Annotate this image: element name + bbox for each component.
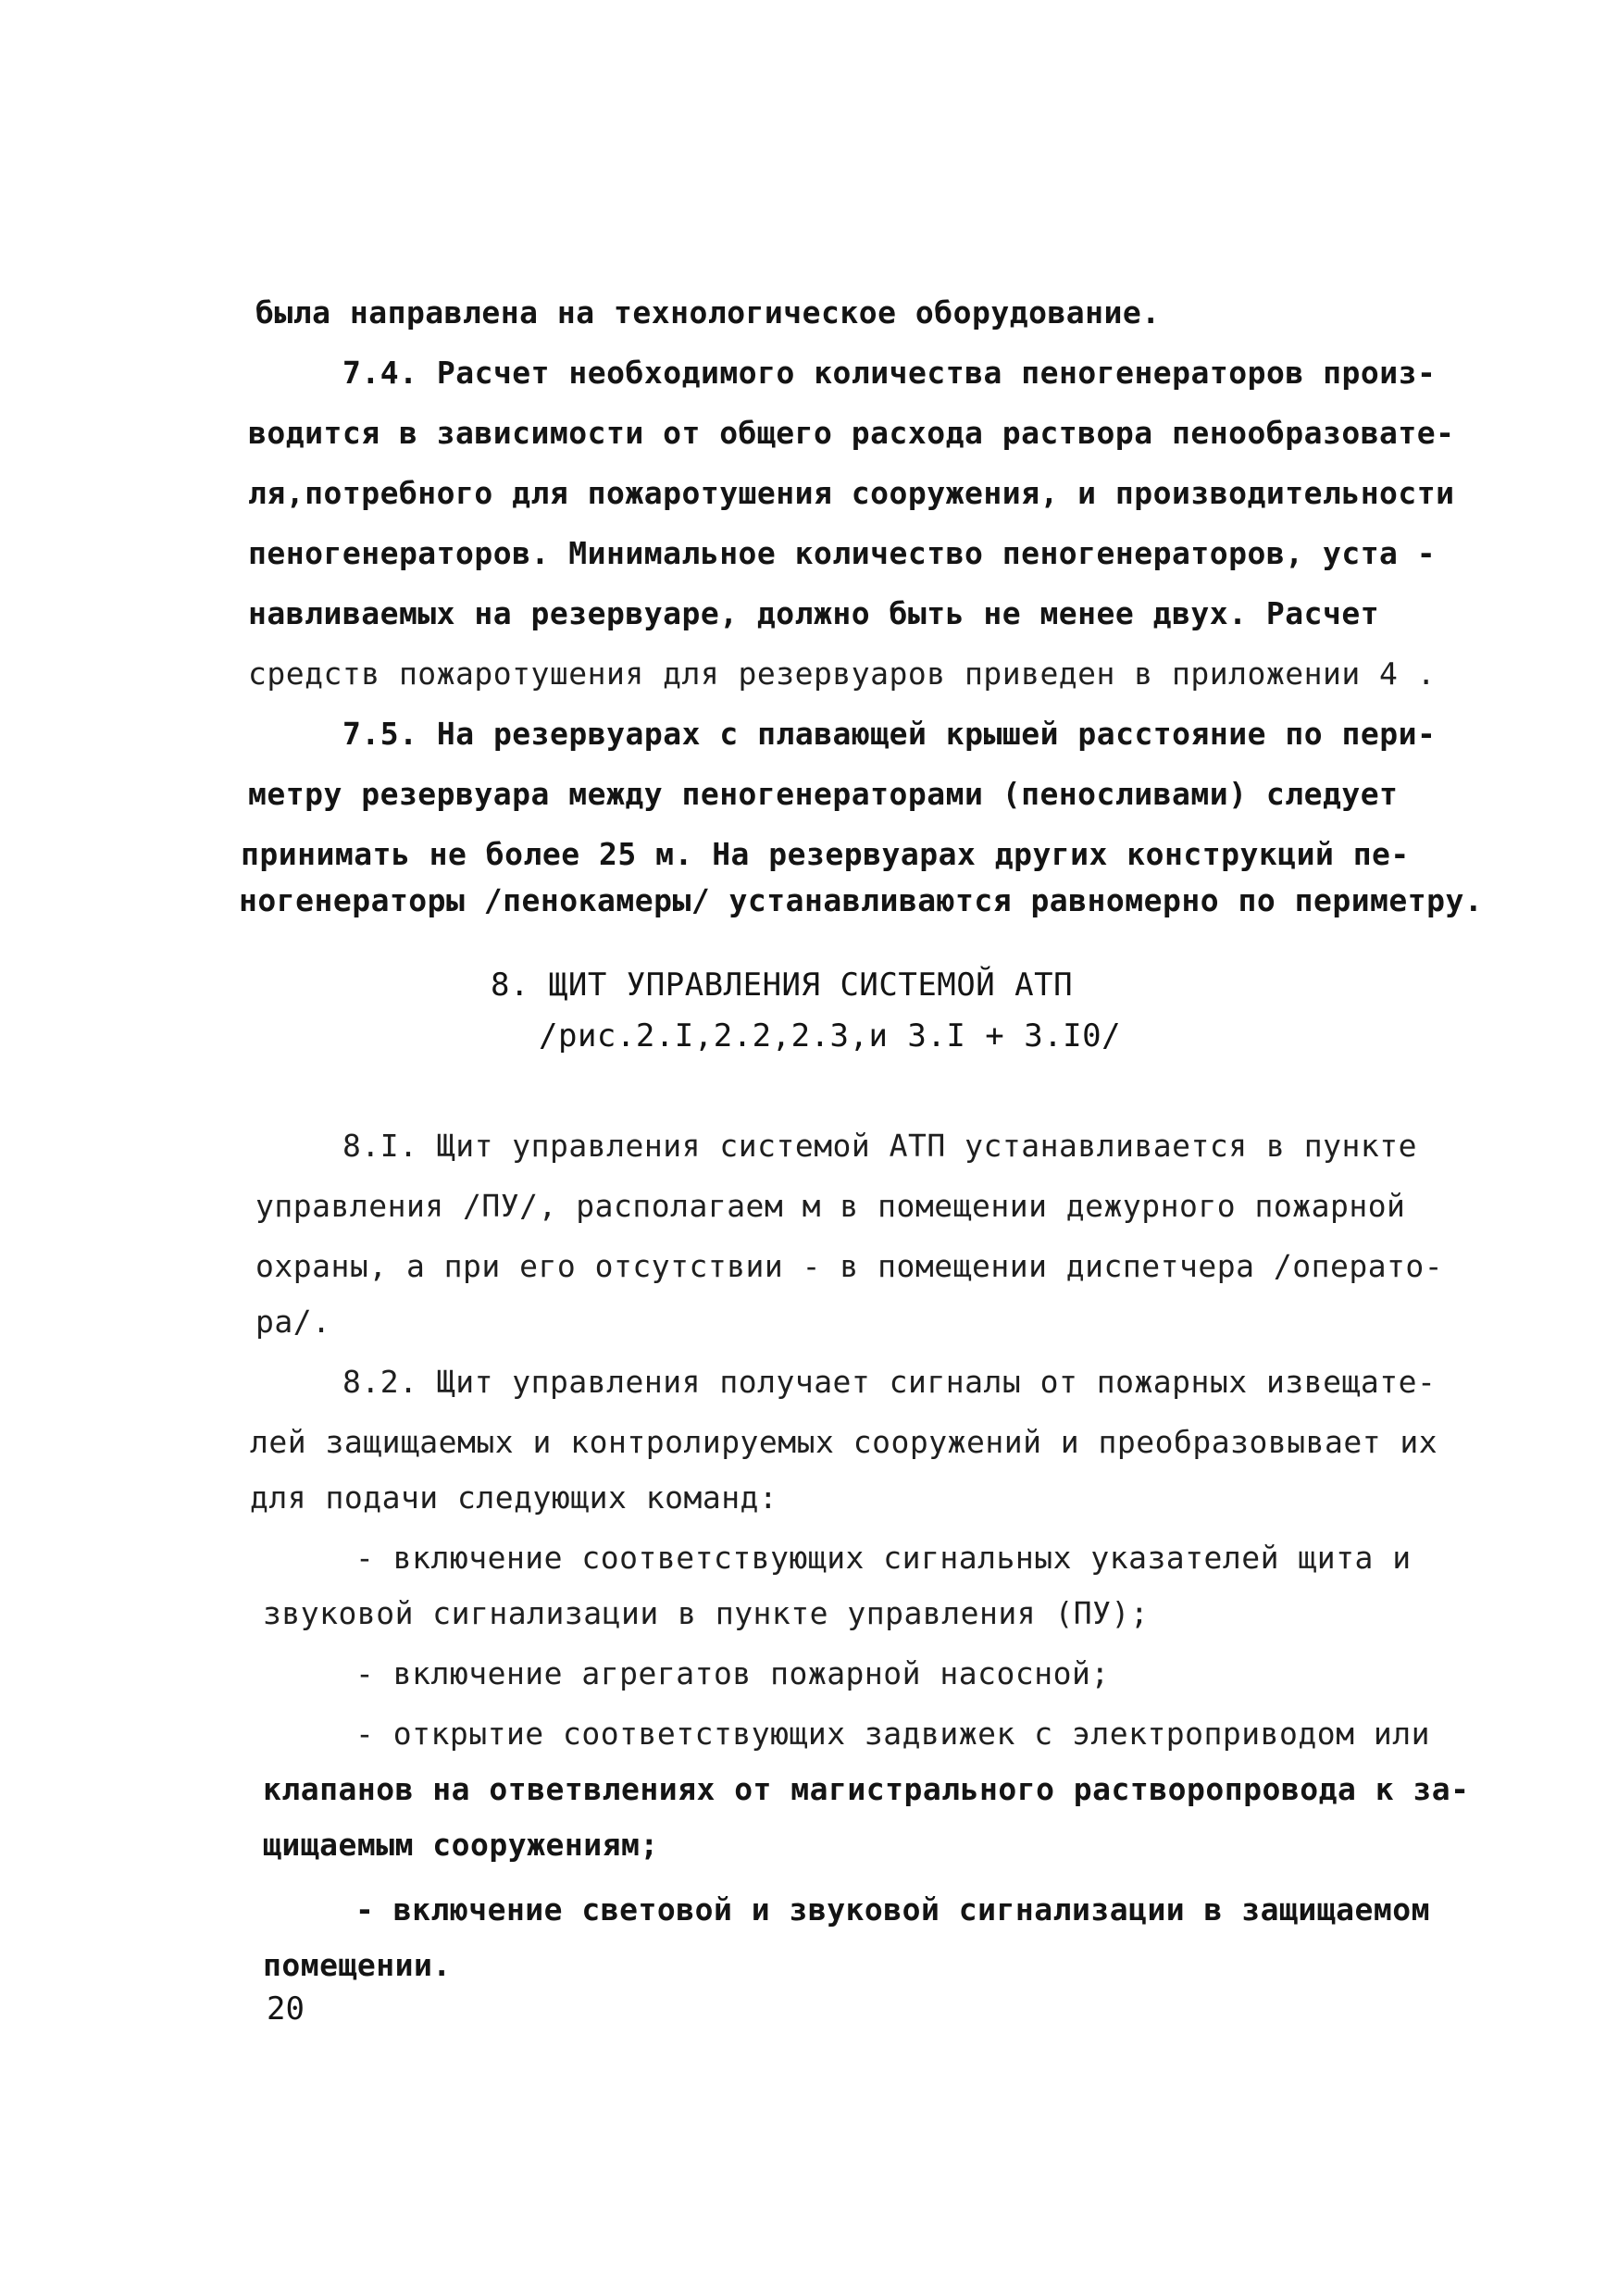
paragraph-8-1-start: 8.I. Щит управления системой АТП устанавливается в пункте [342, 1128, 1417, 1164]
list-item: - включение световой и звуковой сигнализации в защищаемом [355, 1891, 1430, 1928]
text-line: для подачи следующих команд: [250, 1479, 778, 1516]
text-line: охраны, а при его отсутствии - в помещении диспетчера /операто- [255, 1248, 1444, 1284]
text-line: пеногенераторов. Минимальное количество пеногенераторов, уста - [248, 535, 1437, 571]
list-item: - включение агрегатов пожарной насосной; [355, 1655, 1110, 1691]
paragraph-7-5-start: 7.5. На резервуарах с плавающей крышей расстояние по пери- [342, 716, 1437, 752]
list-item: - включение соответствующих сигнальных указателей щита и [355, 1540, 1412, 1576]
text-line: метру резервуара между пеногенераторами (пеносливами) следует [248, 776, 1399, 812]
text-line: средств пожаротушения для резервуаров приведен в приложении 4 . [248, 655, 1437, 692]
text-line: ра/. [255, 1304, 331, 1340]
section-title: 8. ЩИТ УПРАВЛЕНИЯ СИСТЕМОЙ АТП [491, 967, 1074, 1004]
page-number: 20 [267, 1990, 305, 2028]
text-line: принимать не более 25 м. На резервуарах других конструкций пе- [241, 836, 1410, 872]
text-line: клапанов на ответвлениях от магистрального растворопровода к за- [263, 1771, 1470, 1807]
text-line: ля,потребного для пожаротушения сооружения, и производительности [248, 475, 1455, 511]
text-line: навливаемых на резервуаре, должно быть не менее двух. Расчет [248, 595, 1380, 631]
paragraph-8-2-start: 8.2. Щит управления получает сигналы от пожарных извещате- [342, 1364, 1437, 1400]
section-subtitle: /рис.2.I,2.2,2.3,и 3.I + 3.I0/ [539, 1017, 1122, 1054]
text-line: помещении. [263, 1947, 452, 1983]
text-line: была направлена на технологическое оборудование. [255, 294, 1161, 331]
text-line: щищаемым сооружениям; [263, 1827, 659, 1863]
paragraph-7-4-start: 7.4. Расчет необходимого количества пеногенераторов произ- [342, 355, 1437, 391]
text-line: управления /ПУ/, располагаем м в помещении дежурного пожарной [255, 1188, 1406, 1224]
text-line: ногенераторы /пенокамеры/ устанавливаются равномерно по периметру. [239, 882, 1484, 918]
text-line: водится в зависимости от общего расхода раствора пенообразовате- [248, 415, 1455, 451]
text-line: звуковой сигнализации в пункте управления (ПУ); [263, 1595, 1150, 1631]
list-item: - открытие соответствующих задвижек с электроприводом или [355, 1716, 1430, 1752]
text-line: лей защищаемых и контролируемых сооружений и преобразовывает их [250, 1424, 1438, 1460]
